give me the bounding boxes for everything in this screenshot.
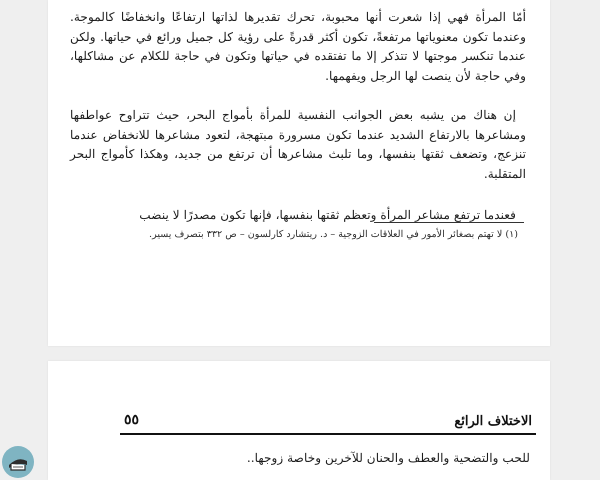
book-page-bottom [48,361,550,480]
page-bottom-text: للحب والتضحية والعطف والحنان للآخرين وخاصة زوجها.. [246,451,530,465]
paragraph-1 [70,8,526,86]
footnote: (١) لا تهتم بصغائر الأمور في العلاقات الزوجية – د. ريتشارد كارلسون – ص ٣٣٢ بتصرف يسير. [149,229,518,240]
footnote-divider [374,222,524,223]
header-divider [120,433,536,435]
book-reader-icon [7,453,29,471]
paragraph-1-text: أمّا المرأة فهي إذا شعرت أنها محبوبة، تحرك تقديرها لذاتها ارتفاعًا وانخفاضًا كالموجة. وعندما تكون معنوياتها مرتفعةً، تكون أكثر قدرةً على رؤية كل جميل ورائع في حياتها. ولكن عندما تنكسر موجتها لا تتذكر إلا ما تفتقده في حياتها وتكون في حاجة للكلام عن مشاكلها، وفي حاجة لأن ينصت لها الرجل ويفهمها. [70,10,526,83]
paragraph-3-text: فعندما ترتفع مشاعر المرأة وتعظم ثقتها بنفسها، فإنها تكون مصدرًا لا ينضب [139,208,516,222]
running-header-title: الاختلاف الرائع [454,414,532,429]
paragraph-2 [70,106,526,184]
paragraph-2-text: إن هناك من يشبه بعض الجوانب النفسية للمرأة بأمواج البحر، حيث تتراوح عواطفها ومشاعرها بالارتفاع الشديد عندما تكون مسرورة مبتهجة، لتعود مشاعرها للانخفاض عندما تنزعج، وتضعف ثقتها بنفسها، وما تلبث مشاعرها أن ترتفع من جديد، وهكذا كأمواج البحر المتقلبة. [70,108,527,181]
page-number: ٥٥ [124,412,140,428]
read-book-button[interactable] [2,446,34,478]
book-page-top [48,0,550,346]
